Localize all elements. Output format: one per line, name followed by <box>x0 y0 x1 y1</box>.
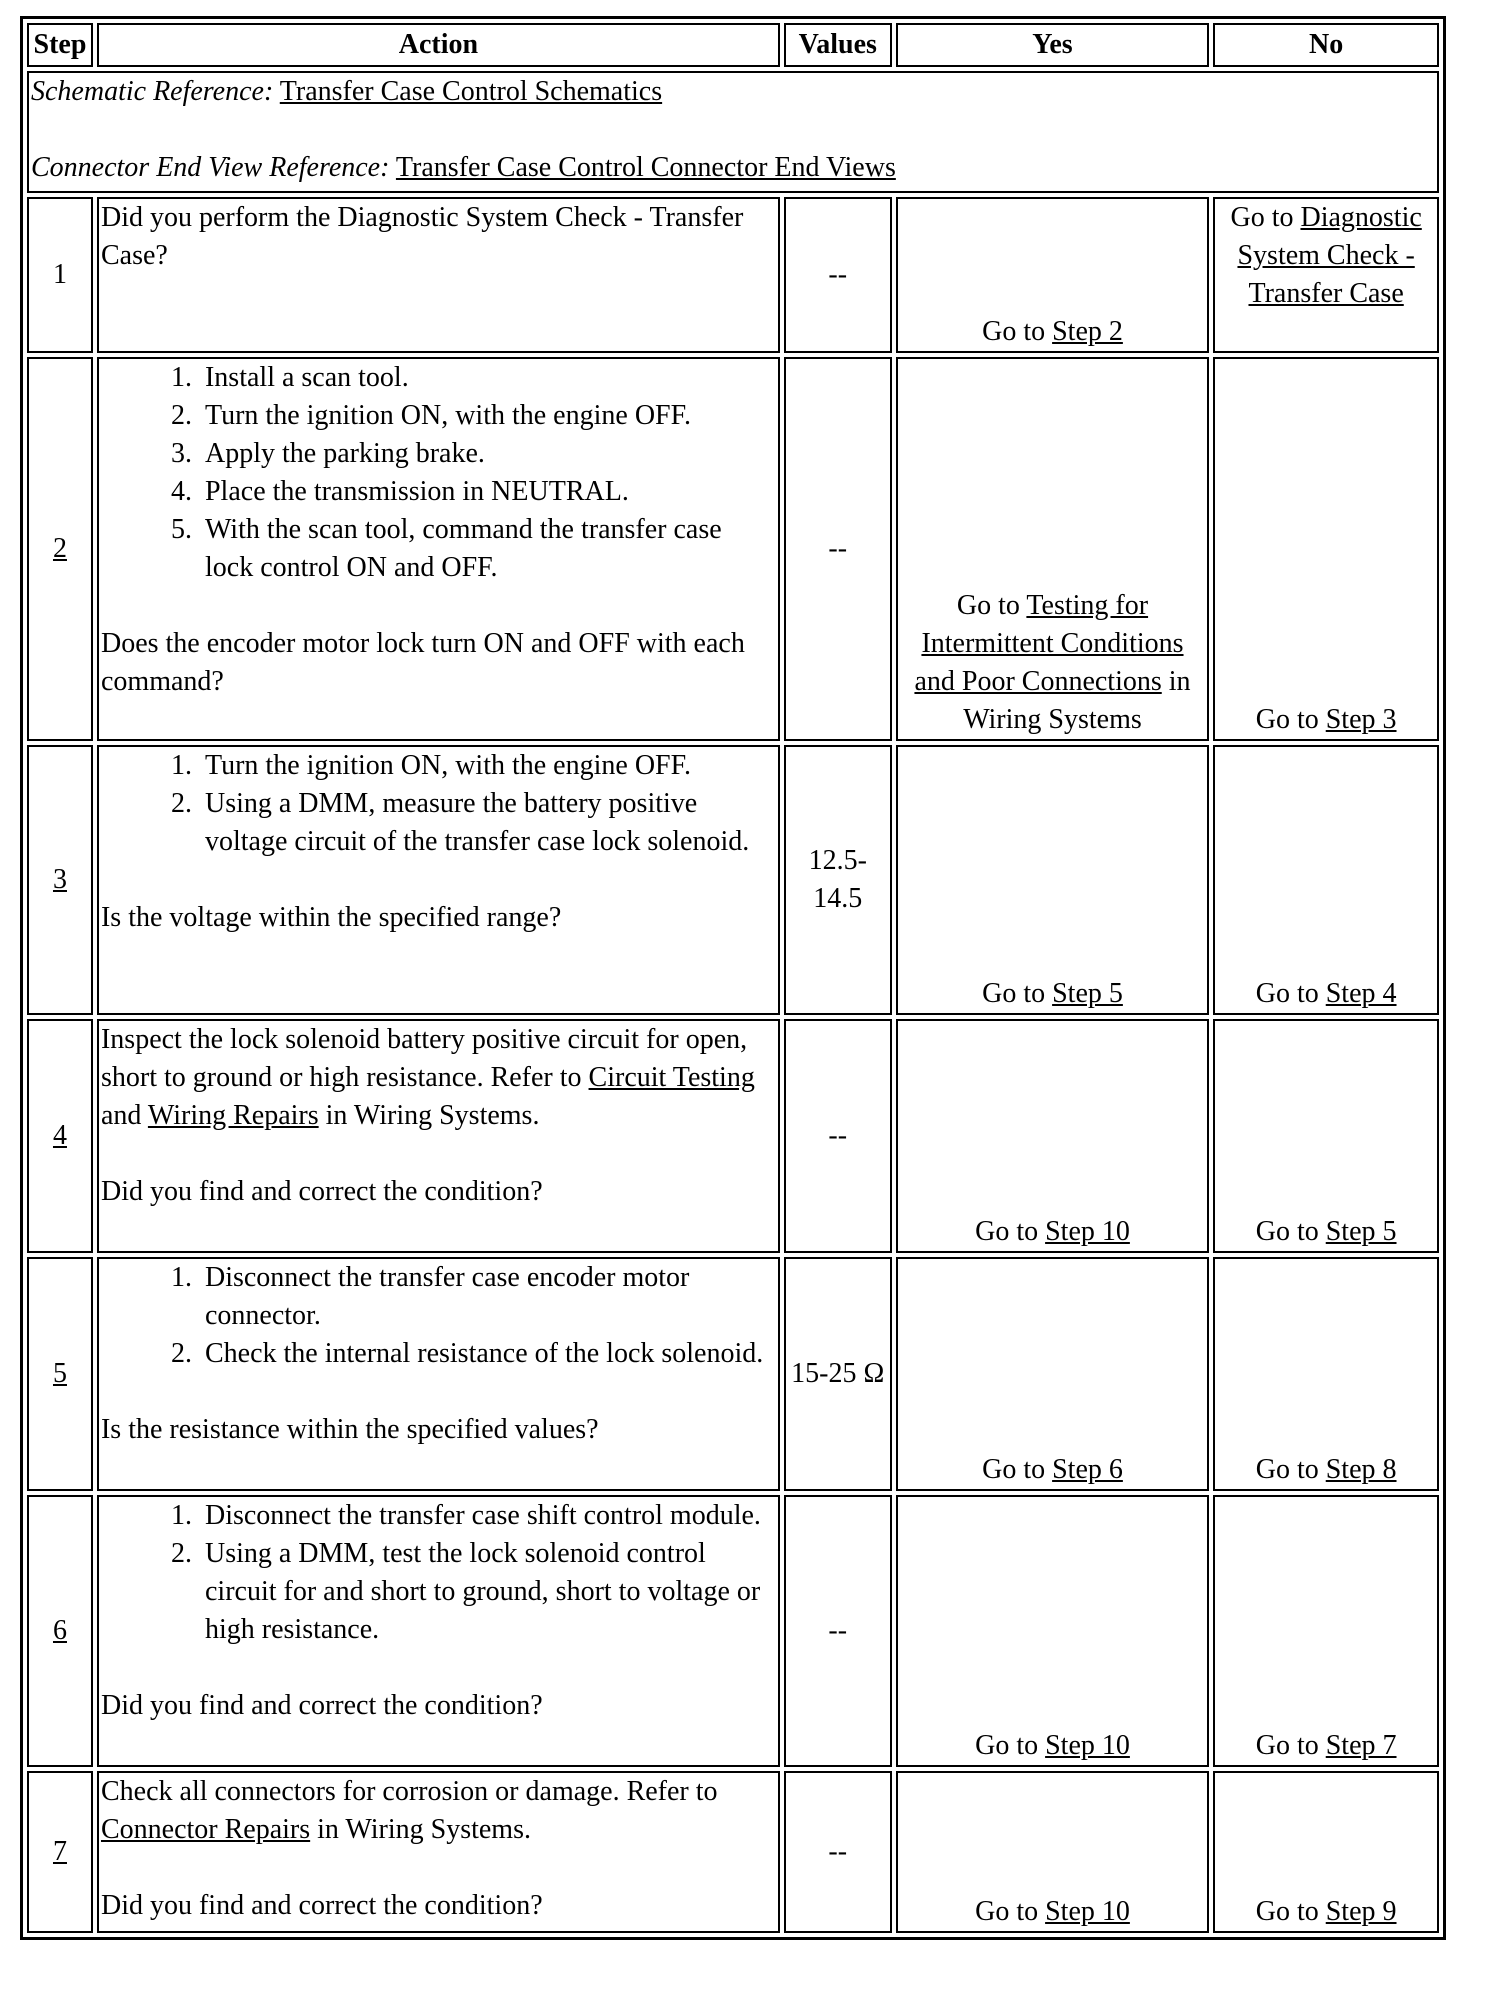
action-step: 2. Using a DMM, measure the battery positive voltage circuit of the transfer case lock solenoid. <box>199 785 776 861</box>
action-cell <box>97 1257 780 1491</box>
yes-cell <box>896 197 1210 353</box>
values-cell: -- <box>784 1019 892 1253</box>
action-step: 4. Place the transmission in NEUTRAL. <box>199 473 776 511</box>
action-question: Did you find and correct the condition? <box>100 1890 543 1921</box>
text: Go to <box>975 1216 1046 1247</box>
no-cell <box>1213 197 1439 353</box>
no-cell <box>1213 357 1439 741</box>
diagnostic-table <box>20 16 1446 1940</box>
text: Check all connectors for corrosion or damage. Refer to <box>100 1776 718 1807</box>
action-step: 1. Disconnect the transfer case encoder motor connector. <box>199 1259 776 1335</box>
link[interactable]: Step 8 <box>1325 1454 1397 1485</box>
link[interactable]: Step 7 <box>1325 1730 1397 1761</box>
yes-cell <box>896 1495 1210 1767</box>
text: Go to <box>982 316 1053 347</box>
action-step: 1. Disconnect the transfer case shift control module. <box>199 1497 776 1535</box>
text: Go to <box>1230 202 1301 233</box>
action-step: 5. With the scan tool, command the transfer case lock control ON and OFF. <box>199 511 776 587</box>
values-cell: -- <box>784 1771 892 1933</box>
link[interactable]: Step 5 <box>1325 1216 1397 1247</box>
schematic-reference-label: Schematic Reference: <box>31 76 274 107</box>
action-step: 3. Apply the parking brake. <box>199 435 776 473</box>
action-cell <box>97 1771 780 1933</box>
text: Go to <box>1255 978 1326 1009</box>
step-cell <box>27 1019 93 1253</box>
text: and <box>100 1100 148 1131</box>
link[interactable]: Step 9 <box>1325 1896 1397 1927</box>
action-steps <box>101 747 776 861</box>
text: Go to <box>982 978 1053 1009</box>
values-cell: -- <box>784 1495 892 1767</box>
action-intro <box>101 1021 776 1135</box>
yes-cell <box>896 1019 1210 1253</box>
text: Inspect the lock solenoid battery positive circuit for open, short to ground or high resistance. Refer to <box>100 1024 748 1093</box>
action-step: 2. Turn the ignition ON, with the engine OFF. <box>199 397 776 435</box>
header-values: Values <box>784 23 892 67</box>
link[interactable]: Step 6 <box>1052 1454 1123 1485</box>
action-cell <box>97 1495 780 1767</box>
action-step: 2. Using a DMM, test the lock solenoid control circuit for and short to ground, short to voltage or high resistance. <box>199 1535 776 1649</box>
action-cell <box>97 1019 780 1253</box>
text: Go to <box>975 1730 1046 1761</box>
connector-reference-label: Connector End View Reference: <box>31 152 390 183</box>
link[interactable]: Step 10 <box>1045 1896 1130 1927</box>
no-cell <box>1213 1257 1439 1491</box>
step-number-link[interactable]: 7 <box>52 1836 67 1867</box>
link[interactable]: Diagnostic System Check - Transfer Case <box>1237 202 1422 309</box>
action-question: Did you find and correct the condition? <box>100 1176 543 1207</box>
values-cell: 15-25 Ω <box>784 1257 892 1491</box>
step-row <box>27 1019 1439 1253</box>
step-cell <box>27 1495 93 1767</box>
header-step: Step <box>27 23 93 67</box>
action-question: Is the resistance within the specified values? <box>100 1414 599 1445</box>
link[interactable]: Circuit Testing <box>588 1062 755 1093</box>
step-row <box>27 1257 1439 1491</box>
header-yes: Yes <box>896 23 1210 67</box>
link[interactable]: Step 3 <box>1325 704 1397 735</box>
action-question: Is the voltage within the specified range? <box>100 902 562 933</box>
link[interactable]: Step 2 <box>1052 316 1123 347</box>
action-question: Does the encoder motor lock turn ON and OFF with each command? <box>100 628 745 697</box>
no-cell <box>1213 1019 1439 1253</box>
step-row <box>27 197 1439 353</box>
text: in Wiring Systems. <box>310 1814 531 1845</box>
action-question: Did you find and correct the condition? <box>100 1690 543 1721</box>
step-number-link[interactable]: 5 <box>52 1358 67 1389</box>
action-step: 1. Install a scan tool. <box>199 359 776 397</box>
no-cell <box>1213 1495 1439 1767</box>
values-cell: -- <box>784 357 892 741</box>
yes-cell <box>896 1771 1210 1933</box>
header-action: Action <box>97 23 780 67</box>
step-number-link[interactable]: 6 <box>52 1615 67 1646</box>
step-cell <box>27 745 93 1015</box>
action-step: 1. Turn the ignition ON, with the engine OFF. <box>199 747 776 785</box>
link[interactable]: Testing for Intermittent Conditions and Poor Connections <box>914 590 1184 697</box>
connector-reference-link[interactable]: Transfer Case Control Connector End Views <box>395 152 896 183</box>
step-cell <box>27 1771 93 1933</box>
step-number: 1 <box>52 259 67 290</box>
step-number-link[interactable]: 3 <box>52 864 67 895</box>
text: in Wiring Systems <box>963 666 1191 735</box>
link[interactable]: Step 10 <box>1045 1730 1130 1761</box>
reference-cell <box>27 71 1439 193</box>
link[interactable]: Wiring Repairs <box>147 1100 319 1131</box>
yes-cell <box>896 1257 1210 1491</box>
action-cell <box>97 745 780 1015</box>
text: Did you perform the Diagnostic System Check - Transfer Case? <box>100 202 744 271</box>
text: Go to <box>1255 1730 1326 1761</box>
text: Go to <box>1255 704 1326 735</box>
text: Go to <box>982 1454 1053 1485</box>
no-cell <box>1213 745 1439 1015</box>
step-cell <box>27 357 93 741</box>
step-row <box>27 357 1439 741</box>
action-steps <box>101 1259 776 1373</box>
link[interactable]: Step 4 <box>1325 978 1397 1009</box>
reference-row <box>27 71 1439 193</box>
step-number-link[interactable]: 2 <box>52 533 67 564</box>
action-steps <box>101 359 776 587</box>
values-cell: 12.5-14.5 <box>784 745 892 1015</box>
text: Go to <box>1255 1896 1326 1927</box>
link[interactable]: Connector Repairs <box>100 1814 311 1845</box>
step-row <box>27 1771 1439 1933</box>
step-cell <box>27 197 93 353</box>
step-row <box>27 745 1439 1015</box>
action-cell <box>97 197 780 353</box>
text: Go to <box>956 590 1027 621</box>
text: Go to <box>1255 1454 1326 1485</box>
link[interactable]: Step 10 <box>1045 1216 1130 1247</box>
action-steps <box>101 1497 776 1649</box>
action-cell <box>97 357 780 741</box>
yes-cell <box>896 745 1210 1015</box>
values-cell: -- <box>784 197 892 353</box>
text: in Wiring Systems. <box>318 1100 540 1131</box>
no-cell <box>1213 1771 1439 1933</box>
text: Go to <box>975 1896 1046 1927</box>
step-row <box>27 1495 1439 1767</box>
header-row <box>27 23 1439 67</box>
step-cell <box>27 1257 93 1491</box>
yes-cell <box>896 357 1210 741</box>
schematic-reference-link[interactable]: Transfer Case Control Schematics <box>279 76 663 107</box>
text: Go to <box>1255 1216 1326 1247</box>
link[interactable]: Step 5 <box>1052 978 1123 1009</box>
action-step: 2. Check the internal resistance of the lock solenoid. <box>199 1335 776 1373</box>
action-intro <box>101 199 776 275</box>
header-no: No <box>1213 23 1439 67</box>
action-intro <box>101 1773 776 1849</box>
step-number-link[interactable]: 4 <box>52 1120 67 1151</box>
